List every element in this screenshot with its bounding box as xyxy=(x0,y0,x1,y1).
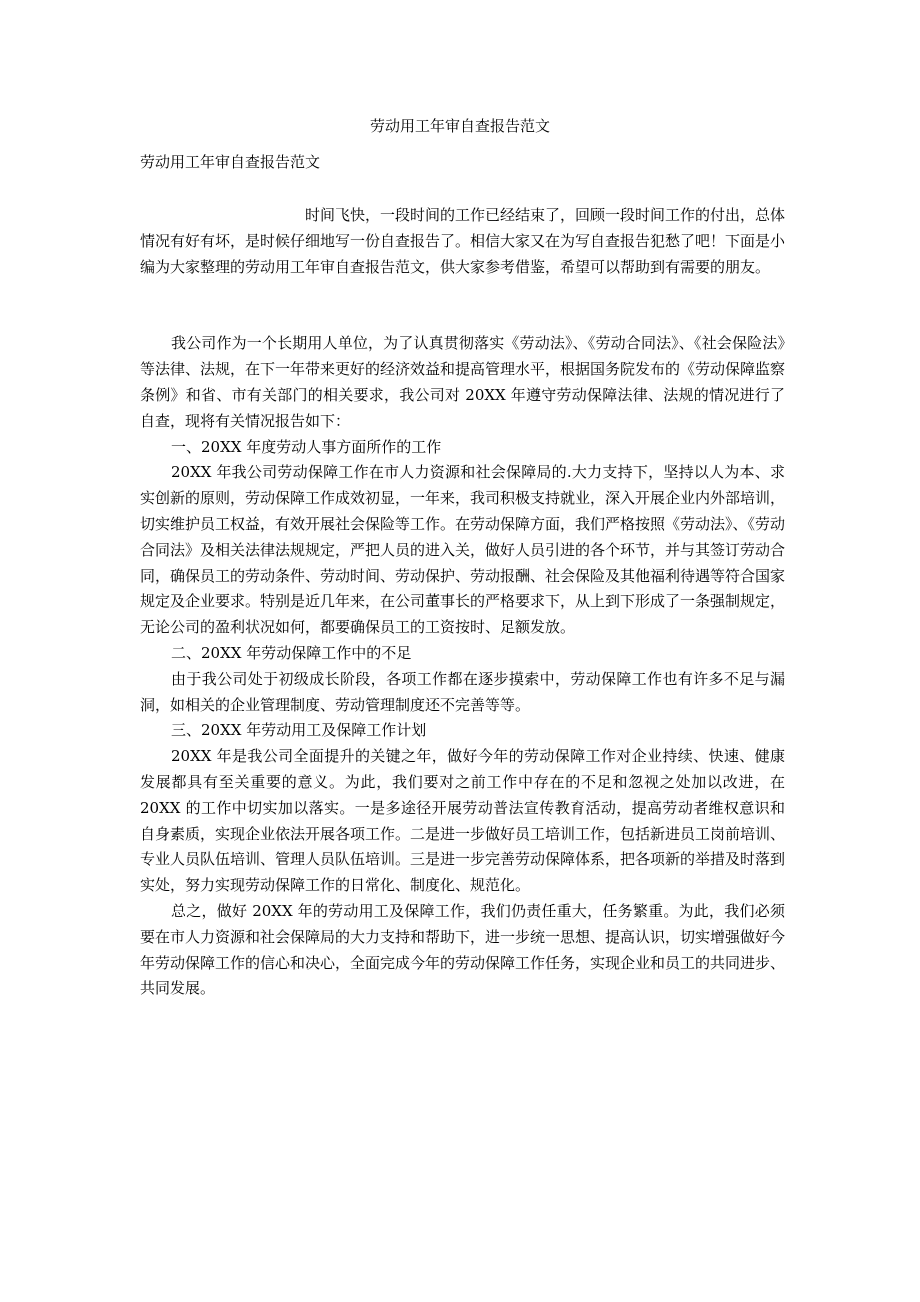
document-title: 劳动用工年审自查报告范文 xyxy=(369,117,550,135)
opening-paragraph: 我公司作为一个长期用人单位，为了认真贯彻落实《劳动法》、《劳动合同法》、《社会保险法》等法律、法规，在下一年带来更好的经济效益和提高管理水平，根据国务院发布的《劳动保障监察条例》和省、市有关部门的相关要求，我公司对 20XX 年遵守劳动保障法律、法规的情况进行了自查，现将有关情况报告如下： xyxy=(140,334,786,430)
document-subtitle: 劳动用工年审自查报告范文 xyxy=(140,153,321,171)
section-3-heading: 三、20XX 年劳动用工及保障工作计划 xyxy=(171,721,427,740)
section-2-heading: 二、20XX 年劳动保障工作中的不足 xyxy=(171,643,412,662)
section-1-body: 20XX 年我公司劳动保障工作在市人力资源和社会保障局的.大力支持下，坚持以人为本、求实创新的原则，劳动保障工作成效初显，一年来，我司积极支持就业，深入开展企业内外部培训，切实维护员工权益，有效开展社会保险等工作。在劳动保障方面，我们严格按照《劳动法》、《劳动合同法》及相关法律法规规定，严把人员的进入关，做好人员引进的各个环节，并与其签订劳动合同，确保员工的劳动条件、劳动时间、劳动保护、劳动报酬、社会保险及其他福利待遇等符合国家规定及企业要求。特别是近几年来，在公司董事长的严格要求下，从上到下形成了一条强制规定，无论公司的盈利状况如何，都要确保员工的工资按时、足额发放。 xyxy=(140,463,786,637)
section-3-body: 20XX 年是我公司全面提升的关键之年，做好今年的劳动保障工作对企业持续、快速、健康发展都具有至关重要的意义。为此，我们要对之前工作中存在的不足和忽视之处加以改进，在 20XX 的工作中切实加以落实。一是多途径开展劳动普法宣传教育活动，提高劳动者维权意识和自身素质，实现企业依法开展各项工作。二是进一步做好员工培训工作，包括新进员工岗前培训、专业人员队伍培训、管理人员队伍培训。三是进一步完善劳动保障体系，把各项新的举措及时落到实处，努力实现劳动保障工作的日常化、制度化、规范化。 xyxy=(140,747,786,895)
section-1-heading: 一、20XX 年度劳动人事方面所作的工作 xyxy=(171,437,442,456)
conclusion-paragraph: 总之，做好 20XX 年的劳动用工及保障工作，我们仍责任重大，任务繁重。为此，我们必须要在市人力资源和社会保障局的大力支持和帮助下，进一步统一思想、提高认识，切实增强做好今年劳动保障工作的信心和决心，全面完成今年的劳动保障工作任务，实现企业和员工的共同进步、共同发展。 xyxy=(140,901,786,998)
intro-paragraph: 时间飞快，一段时间的工作已经结束了，回顾一段时间工作的付出，总体情况有好有坏，是时候仔细地写一份自查报告了。相信大家又在为写自查报告犯愁了吧！下面是小编为大家整理的劳动用工年审自查报告范文，供大家参考借鉴，希望可以帮助到有需要的朋友。 xyxy=(140,206,786,276)
section-2-body: 由于我公司处于初级成长阶段，各项工作都在逐步摸索中，劳动保障工作也有许多不足与漏洞，如相关的企业管理制度、劳动管理制度还不完善等等。 xyxy=(140,669,785,714)
document-body xyxy=(140,203,785,1002)
paragraph-gap xyxy=(140,280,785,331)
